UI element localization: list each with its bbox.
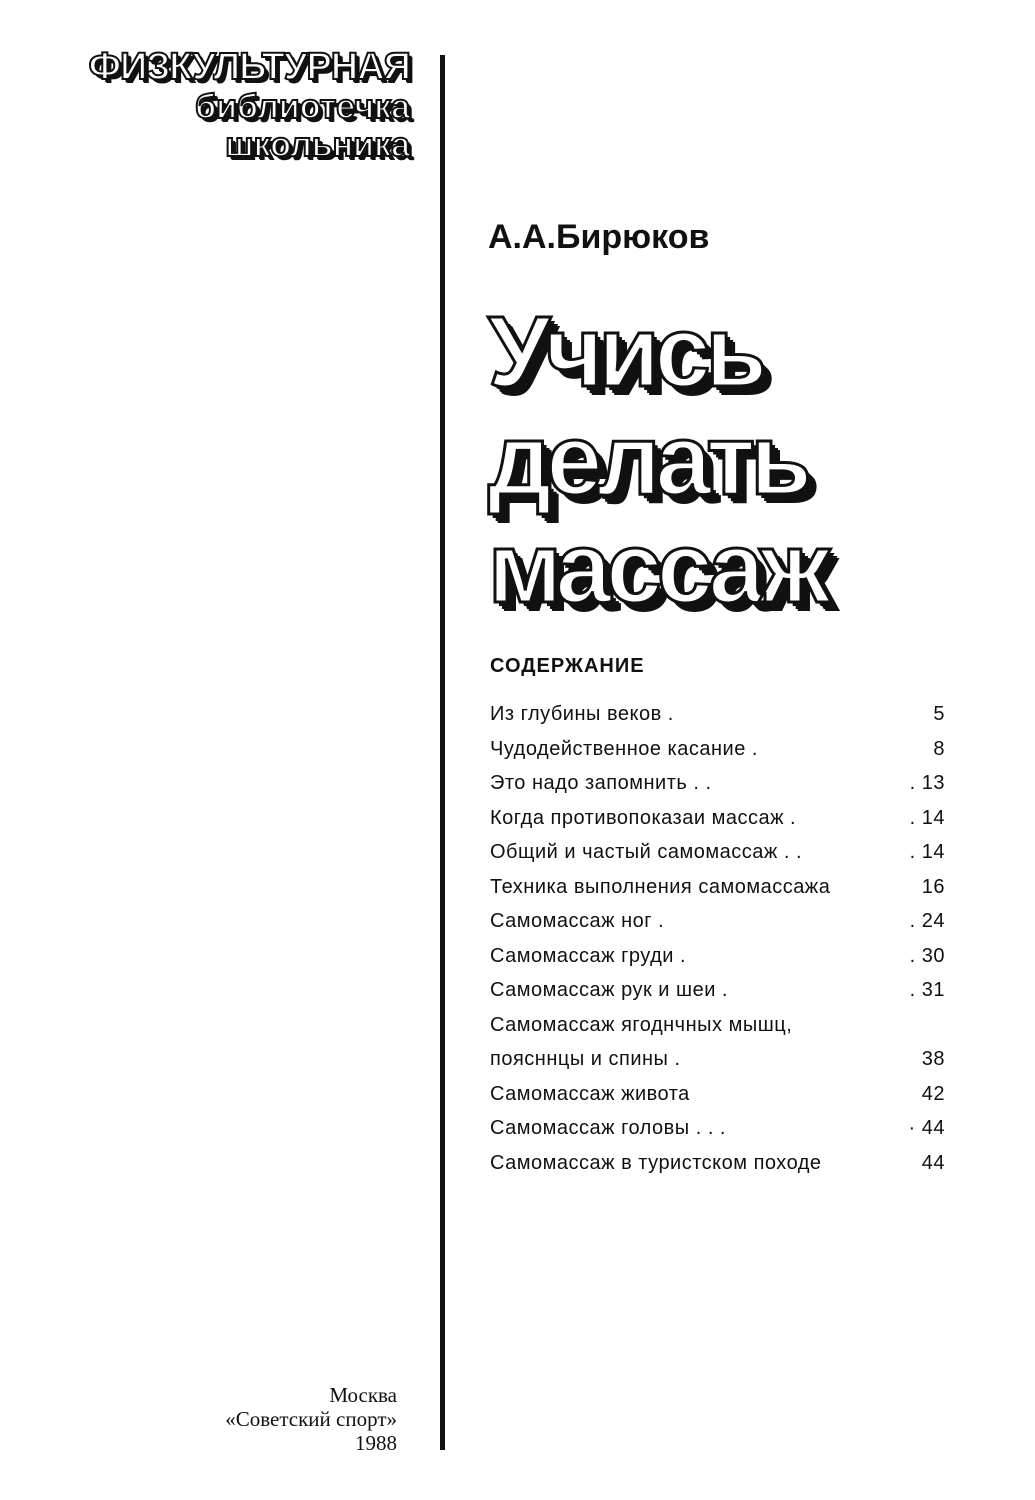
title-line-1: Учись	[488, 296, 762, 408]
toc-entry-title: Когда противопоказаи массаж .	[490, 806, 797, 829]
toc-entry-title: Чудодейственное касание .	[490, 737, 758, 760]
series-line-2: библиотечка	[195, 88, 410, 126]
toc-entry	[490, 841, 945, 876]
vertical-divider	[440, 55, 445, 1450]
title-line-3: массаж	[488, 512, 826, 624]
toc-entry-page: . 24	[909, 910, 945, 932]
toc-entry-page: · 44	[908, 1117, 945, 1139]
toc-entry-title: Из глубины веков .	[490, 703, 674, 725]
toc-entry	[490, 807, 945, 842]
toc-entry	[490, 1048, 945, 1083]
imprint-year: 1988	[355, 1431, 397, 1455]
toc-entry-title: Самомассаж головы . . .	[490, 1117, 726, 1139]
book-title	[488, 298, 825, 622]
toc-entry	[490, 1014, 945, 1049]
toc-entry-page: . 14	[909, 841, 945, 863]
toc-entry-title: Самомассаж груди .	[490, 944, 687, 967]
toc-entry-page: . 13	[909, 772, 945, 794]
toc-entry-page: 8	[933, 737, 945, 760]
imprint-publisher: «Советский спорт»	[225, 1407, 397, 1431]
series-title	[89, 48, 410, 162]
imprint	[225, 1383, 397, 1455]
toc-entry-page: 42	[921, 1082, 945, 1105]
toc-entry-title: Самомассаж ног .	[490, 910, 665, 932]
toc-entry-page: 16	[921, 875, 945, 898]
toc-entry-page: 5	[933, 703, 945, 725]
author-name: А.А.Бирюков	[488, 218, 710, 256]
series-line-1: ФИЗКУЛЬТУРНАЯ	[88, 46, 410, 88]
toc-entry-page: . 31	[909, 979, 945, 1001]
title-line-2: делать	[488, 404, 807, 516]
toc-entry-title: Самомассаж ягоднчных мышц,	[490, 1013, 793, 1036]
toc-entry	[490, 1083, 945, 1118]
contents-heading: СОДЕРЖАНИЕ	[490, 655, 645, 677]
series-line-3: школьника	[225, 126, 410, 164]
toc-entry-page: 44	[921, 1151, 945, 1174]
toc-entry	[490, 772, 945, 807]
toc-entry	[490, 703, 945, 738]
toc-entry	[490, 1117, 945, 1152]
toc-entry-title: поясннцы и спины .	[490, 1048, 681, 1070]
toc-entry-title: Самомассаж рук и шеи .	[490, 979, 728, 1001]
toc-entry	[490, 1152, 945, 1187]
toc-entry	[490, 738, 945, 773]
toc-entry	[490, 910, 945, 945]
toc-entry-page: 38	[921, 1048, 945, 1070]
toc-entry	[490, 979, 945, 1014]
toc-entry-page: . 14	[909, 806, 945, 829]
toc-entry-title: Общий и частый самомассаж . .	[490, 841, 802, 863]
imprint-city: Москва	[329, 1383, 397, 1407]
toc-entry-title: Самомассаж в туристском походе	[490, 1151, 822, 1174]
toc-entry	[490, 876, 945, 911]
toc-entry-title: Самомассаж живота	[490, 1082, 690, 1105]
table-of-contents	[490, 703, 945, 1186]
toc-entry-page: . 30	[909, 944, 945, 967]
toc-entry-title: Это надо запомнить . .	[490, 772, 712, 794]
toc-entry-title: Техника выполнения самомассажа	[490, 875, 831, 898]
toc-entry	[490, 945, 945, 980]
